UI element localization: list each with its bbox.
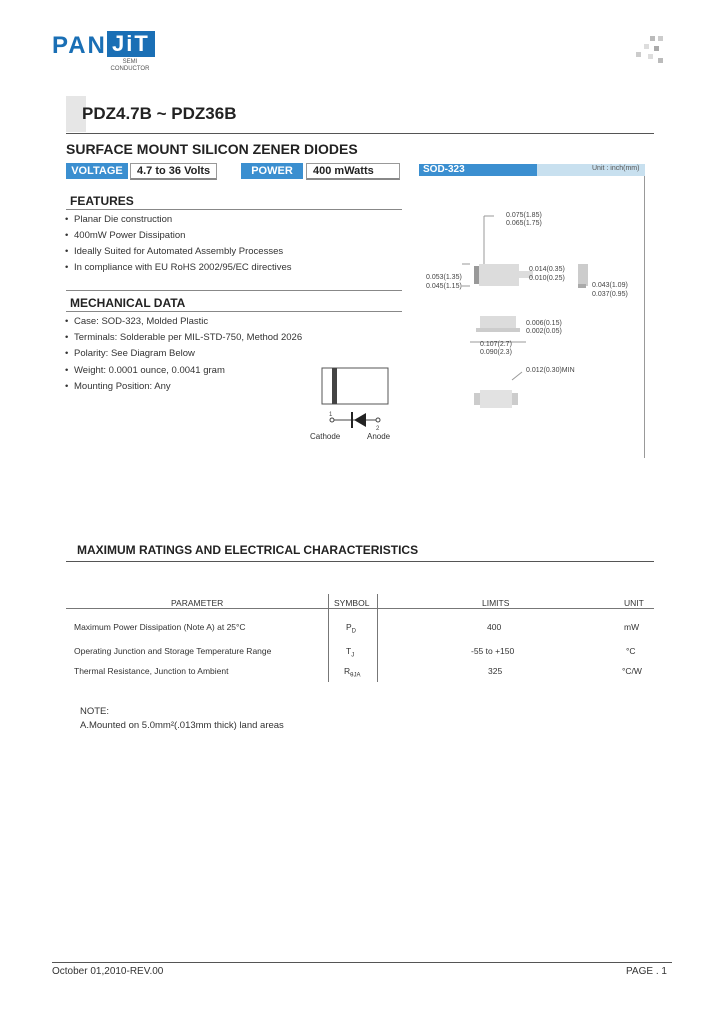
power-label: POWER	[241, 163, 303, 179]
pin-1-label: 1	[329, 412, 333, 418]
symbol-sub: J	[351, 652, 355, 659]
note-text: A.Mounted on 5.0mm²(.013mm thick) land areas	[80, 720, 284, 731]
list-item: • In compliance with EU RoHS 2002/95/EC directives	[74, 262, 292, 273]
column-header: SYMBOL	[334, 598, 370, 608]
package-unit: Unit : inch(mm)	[592, 165, 640, 172]
logo-jit: JiT	[107, 31, 155, 57]
diode-body	[322, 368, 388, 404]
footer-rule	[52, 962, 672, 963]
package-footprint-pad-left	[474, 393, 480, 405]
package-front-body	[480, 316, 516, 330]
list-item: • Mounting Position: Any	[74, 381, 171, 392]
diode-arrow-icon	[354, 413, 366, 427]
symbol-text: P	[346, 622, 352, 632]
mechanical-top-rule	[66, 290, 402, 291]
dim-label: 0.075(1.85)	[506, 212, 542, 219]
symbol-text: R	[344, 666, 351, 676]
pin-2-label: 2	[376, 426, 380, 432]
table-row-unit: °C/W	[622, 666, 642, 676]
logo-pan: PAN	[52, 32, 107, 59]
list-item: • Terminals: Solderable per MIL-STD-750, Method 2026	[74, 332, 302, 343]
mechanical-rule	[66, 311, 402, 312]
footer-page: PAGE . 1	[626, 966, 667, 977]
dim-label: 0.090(2.3)	[480, 349, 512, 356]
symbol-sub: θJA	[350, 672, 361, 679]
package-side-body	[578, 264, 588, 286]
dim-label: 0.010(0.25)	[529, 275, 565, 282]
table-row-symbol	[346, 622, 356, 635]
list-item: • 400mW Power Dissipation	[74, 230, 185, 241]
column-header: UNIT	[624, 598, 644, 608]
features-rule	[66, 209, 402, 210]
table-row-parameter: Thermal Resistance, Junction to Ambient	[74, 666, 229, 676]
power-value: 400 mWatts	[306, 163, 400, 180]
package-top-body	[479, 264, 519, 286]
package-name: SOD-323	[419, 164, 537, 176]
list-item: • Polarity: See Diagram Below	[74, 348, 195, 359]
list-item: • Ideally Suited for Automated Assembly Processes	[74, 246, 283, 257]
list-item: • Case: SOD-323, Molded Plastic	[74, 316, 208, 327]
table-row-unit: °C	[626, 646, 636, 656]
dim-label: 0.107(2.7)	[480, 341, 512, 348]
dim-label: 0.053(1.35)	[426, 274, 462, 281]
cathode-label: Cathode	[310, 432, 341, 441]
note-heading: NOTE:	[80, 706, 110, 717]
table-row-parameter: Maximum Power Dissipation (Note A) at 25°C	[74, 622, 246, 632]
dim-label: 0.065(1.75)	[506, 220, 542, 227]
cathode-band	[332, 368, 337, 404]
table-row-parameter: Operating Junction and Storage Temperature Range	[74, 646, 272, 656]
package-lead-left	[474, 266, 479, 284]
dim-label: 0.045(1.15)	[426, 283, 462, 290]
list-item: • Weight: 0.0001 ounce, 0.0041 gram	[74, 365, 225, 376]
dim-label: 0.012(0.30)MIN	[526, 367, 575, 374]
ratings-rule	[66, 561, 654, 562]
dim-line	[512, 372, 522, 380]
package-footprint-pad-right	[512, 393, 518, 405]
table-row-unit: mW	[624, 622, 640, 632]
table-row-limits: -55 to +150	[471, 646, 515, 656]
package-frame-line	[644, 176, 645, 458]
table-row-limits: 400	[487, 622, 502, 632]
package-footprint-body	[480, 390, 512, 408]
table-header-rule	[66, 608, 654, 609]
symbol-sub: D	[351, 628, 357, 635]
features-list	[74, 214, 404, 284]
column-header: PARAMETER	[171, 598, 224, 608]
mechanical-heading: MECHANICAL DATA	[70, 296, 186, 310]
column-header: LIMITS	[482, 598, 510, 608]
title-rule	[66, 133, 654, 134]
cathode-terminal	[330, 418, 334, 422]
dim-label: 0.014(0.35)	[529, 266, 565, 273]
logo-sub-line-2: CONDUCTOR	[110, 66, 150, 72]
dim-label: 0.037(0.95)	[592, 291, 628, 298]
page-title: PDZ4.7B ~ PDZ36B	[82, 104, 237, 123]
footer-date: October 01,2010-REV.00	[52, 966, 164, 977]
polarity-diagram	[306, 366, 406, 446]
symbol-text: T	[346, 646, 352, 656]
page-subtitle: SURFACE MOUNT SILICON ZENER DIODES	[66, 141, 358, 157]
table-row-symbol	[344, 666, 360, 679]
package-side-lead	[578, 284, 586, 288]
list-item: • Planar Die construction	[74, 214, 172, 225]
table-row-symbol	[346, 646, 354, 659]
dim-label: 0.006(0.15)	[526, 320, 562, 327]
anode-terminal	[376, 418, 380, 422]
features-heading: FEATURES	[70, 194, 134, 208]
logo-subtitle	[107, 59, 153, 73]
voltage-value: 4.7 to 36 Volts	[130, 163, 217, 180]
table-row-limits: 325	[488, 666, 503, 676]
dim-label: 0.002(0.05)	[526, 328, 562, 335]
voltage-label: VOLTAGE	[66, 163, 128, 179]
ratings-table	[66, 594, 654, 684]
logo-sub-line-1: SEMI	[122, 59, 138, 65]
decorative-dots	[636, 36, 666, 66]
package-front-leads	[476, 328, 520, 332]
dim-label: 0.043(1.09)	[592, 282, 628, 289]
anode-label: Anode	[367, 432, 391, 441]
package-drawing	[422, 208, 637, 418]
ratings-heading: MAXIMUM RATINGS AND ELECTRICAL CHARACTERISTICS	[77, 543, 419, 557]
